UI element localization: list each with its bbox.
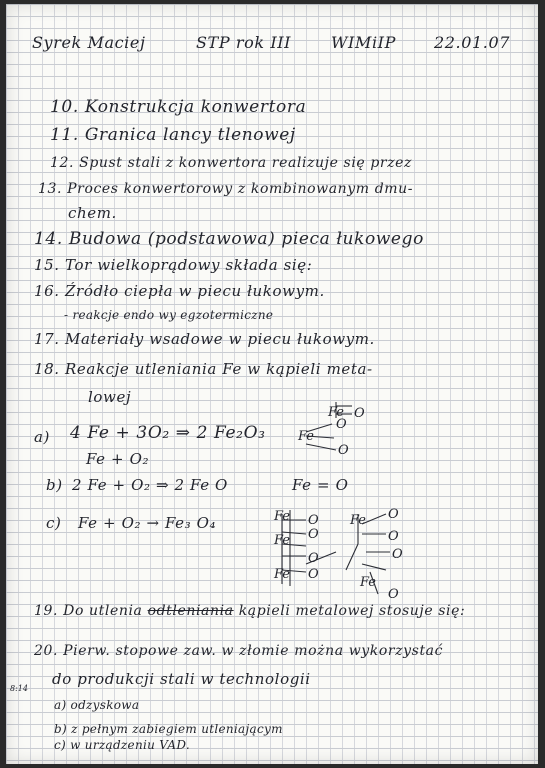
question-13-continuation: chem. [68, 204, 117, 222]
question-number: 16. [34, 282, 60, 300]
question-text: Źródło ciepła w piecu łukowym. [65, 282, 325, 300]
question-text: Proces konwertorowy z kombinowanym dmu- [67, 181, 414, 197]
question-text: Pierw. stopowe zaw. w złomie można wykorzystać [63, 643, 444, 659]
question-text-after: kąpieli metalowej stosuje się: [238, 603, 466, 619]
question-number: 12. [50, 155, 75, 171]
margin-note: 8:14 [10, 684, 28, 693]
answer-20-b: b) z pełnym zabiegiem utleniającym [54, 722, 283, 736]
question-text: Materiały wsadowe w piecu łukowym. [65, 330, 375, 348]
question-text: Tor wielkoprądowy składa się: [65, 256, 313, 274]
question-number: 17. [34, 330, 60, 348]
question-number: 20. [34, 643, 59, 659]
question-number: 15. [34, 256, 60, 274]
question-number: 11. [50, 125, 79, 145]
structure-fe-7: Fe [360, 575, 377, 590]
structure-o-6: O [308, 551, 319, 566]
structure-fe-2: Fe [298, 429, 315, 444]
structure-o-5: O [308, 527, 319, 542]
notebook-page [6, 4, 538, 764]
structure-o-11: O [388, 587, 399, 602]
question-text: Budowa (podstawowa) pieca łukowego [68, 229, 424, 249]
structure-fe-1: Fe [328, 405, 345, 420]
question-20-continuation: do produkcji stali w technologii [52, 670, 311, 688]
structure-o-4: O [308, 513, 319, 528]
reaction-b-line2: Fe = O [292, 476, 349, 494]
reaction-c-label: c) [46, 514, 62, 532]
structure-fe-3: Fe [274, 509, 291, 524]
question-text: Spust stali z konwertora realizuje się przez [79, 155, 413, 171]
answer-20-c: c) w urządzeniu VAD. [54, 738, 190, 752]
answer-20-a: a) odzyskowa [54, 698, 140, 712]
reaction-b-equation: 2 Fe + O₂ ⇒ 2 Fe O [72, 476, 228, 494]
question-number: 18. [34, 360, 60, 378]
structure-o-8: O [388, 507, 399, 522]
structure-fe-4: Fe [274, 533, 291, 548]
structure-o-10: O [392, 547, 403, 562]
structure-fe-5: Fe [274, 567, 291, 582]
question-19 [34, 602, 465, 620]
date: 22.01.07 [434, 33, 511, 52]
question-16-continuation: - reakcje endo wy egzotermiczne [64, 308, 274, 322]
question-text: Konstrukcja konwertora [84, 97, 307, 117]
question-18-continuation: lowej [88, 388, 132, 406]
question-text: Do utlenia [63, 603, 143, 619]
structure-fe-6: Fe [350, 513, 367, 528]
structure-o-2: O [336, 417, 347, 432]
reaction-c-equation: Fe + O₂ → Fe₃ O₄ [78, 514, 217, 532]
author-name: Syrek Maciej [32, 33, 146, 52]
struck-word: odtleniania [147, 603, 234, 619]
question-text: Reakcje utleniania Fe w kąpieli meta- [65, 360, 373, 378]
course: STP rok III [196, 33, 292, 52]
question-number: 10. [50, 97, 79, 117]
structure-o-7: O [308, 567, 319, 582]
structure-o-9: O [388, 529, 399, 544]
question-number: 13. [38, 181, 63, 197]
reaction-a-equation: 4 Fe + 3O₂ ⇒ 2 Fe₂O₃ [70, 423, 266, 443]
question-number: 14. [34, 229, 63, 249]
question-number: 19. [34, 603, 59, 619]
question-text: Granica lancy tlenowej [84, 125, 296, 145]
structure-o-3: O [338, 443, 349, 458]
reaction-b-label: b) [46, 476, 63, 494]
reaction-a-label: a) [34, 428, 50, 446]
reaction-a-line2: Fe + O₂ [86, 450, 150, 468]
structure-o-1: O [354, 406, 365, 421]
faculty: WIMiIP [331, 33, 396, 52]
question-20 [34, 642, 443, 660]
